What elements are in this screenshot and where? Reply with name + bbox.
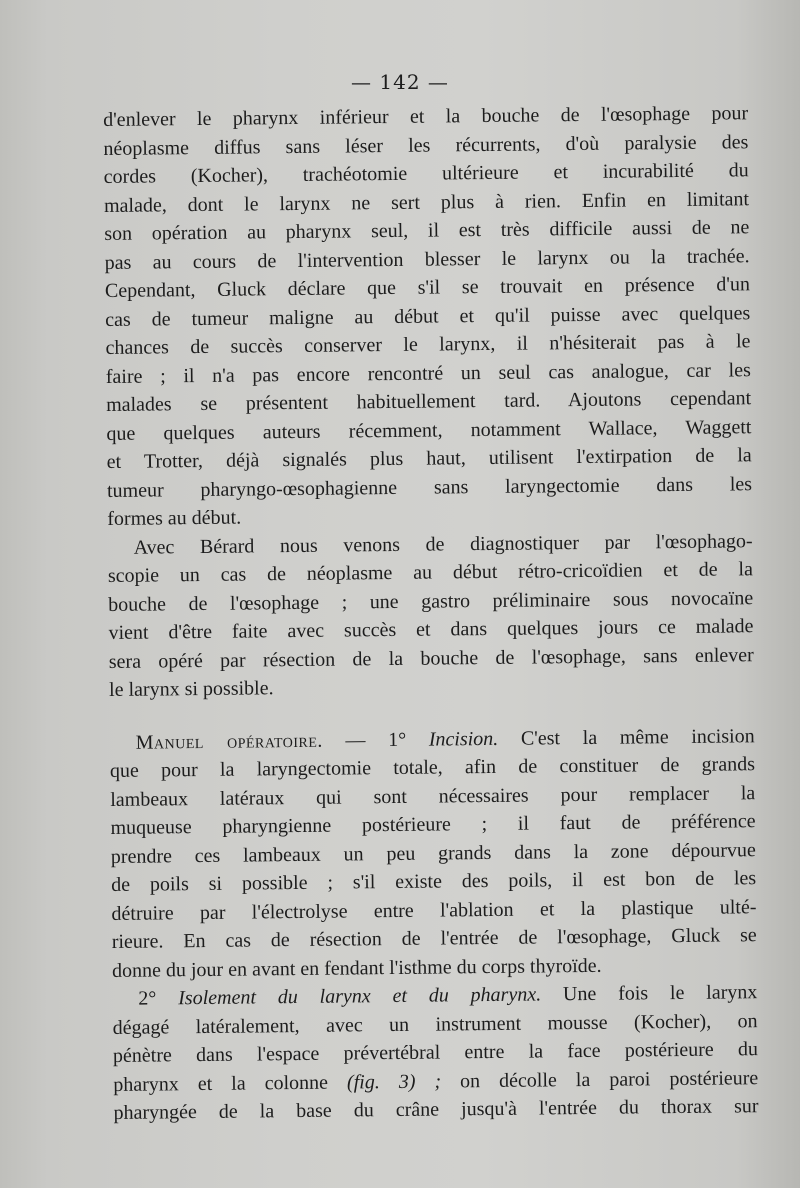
text-line: faire ; il n'a pas encore rencontré un seul cas analogue, car les [105, 358, 751, 388]
text-line: muqueuse pharyngienne postérieure ; il faut de préférence [110, 810, 756, 839]
figure-reference: (fig. 3) ; [346, 1070, 442, 1093]
text-line: cordes (Kocher), trachéotomie ultérieure et incurabilité du [103, 159, 749, 188]
paragraph-3 [110, 722, 758, 985]
text-line: que pour la laryngectomie totale, afin de constituer de grands [109, 753, 756, 782]
text-line: néoplasme diffus sans léser les récurrents, d'où paralysie des [103, 130, 749, 160]
subheading-isolement: Isolement du larynx et du pharynx. [178, 983, 542, 1010]
text-line: malade, dont le larynx ne sert plus à rien. Enfin en limitant [103, 187, 750, 217]
text-line: cas de tumeur maligne au début et qu'il puisse avec quelques [105, 301, 751, 331]
text-span: C'est la même incision [498, 724, 755, 750]
text-span: pharynx et la colonne [113, 1070, 348, 1096]
text-line: formes au début. [107, 506, 242, 530]
text-span: Une fois le larynx [541, 981, 758, 1006]
text-line: pénètre dans l'espace prévertébral entre la face postérieure du [112, 1038, 759, 1067]
text-line: son opération au pharynx seul, il est très difficile aussi de ne [104, 216, 750, 245]
text-line: donne du jour en avant en fendant l'isthme du corps thyroïde. [111, 954, 602, 982]
text-line: de poils si possible ; s'il existe des poils, il est bon de les [111, 867, 757, 896]
text-line: chances de succès conserver le larynx, il n'hésiterait pas à le [105, 330, 751, 359]
body-text [103, 99, 759, 1127]
text-line: bouche de l'œsophage ; une gastro préliminaire sous novocaïne [108, 586, 754, 616]
text-line: détruire par l'électrolyse entre l'ablation et la plastique ulté- [111, 895, 757, 925]
section-heading: Manuel opératoire. [135, 729, 323, 754]
text-line: lambeaux latéraux qui sont nécessaires pour remplacer la [110, 781, 756, 811]
text-line: rieure. En cas de résection de l'entrée de l'œsophage, Gluck se [111, 924, 757, 953]
text-line: sera opéré par résection de la bouche de l'œsophage, sans enlever [108, 643, 754, 673]
section-number: 2° [138, 987, 179, 1010]
text-line: scopie un cas de néoplasme au début rétro-cricoïdien et de la [107, 558, 754, 587]
text-line: malades se présentent habituellement tard. Ajoutons cependant [106, 387, 752, 416]
text-line: tumeur pharyngo-œsophagienne sans laryngectomie dans les [106, 472, 753, 502]
text-line: pharyngée de la base du crâne jusqu'à l'entrée du thorax sur [113, 1095, 759, 1124]
paragraph-4 [112, 978, 758, 1127]
heading-dash: — 1° [322, 728, 429, 752]
text-line: vient d'être faite avec succès et dans quelques jours ce malade [108, 615, 754, 644]
text-line: et Trotter, déjà signalés plus haut, utilisent l'extirpation de la [106, 444, 752, 473]
paragraph-1 [103, 99, 752, 533]
text-line: prendre ces lambeaux un peu grands dans la zone dépourvue [110, 838, 756, 868]
text-span: on décolle la paroi postérieure [440, 1066, 759, 1093]
subheading-incision: Incision. [428, 727, 499, 751]
text-line: le larynx si possible. [109, 677, 274, 701]
text-line: Avec Bérard nous venons de diagnostiquer par l'œsophago- [133, 529, 753, 559]
text-line: Cependant, Gluck déclare que s'il se trouvait en présence d'un [104, 273, 751, 302]
text-line: dégagé latéralement, avec un instrument mousse (Kocher), on [112, 1009, 758, 1039]
text-line: d'enlever le pharynx inférieur et la bouche de l'œsophage pour [103, 102, 749, 131]
paragraph-2 [107, 527, 754, 705]
text-line: que quelques auteurs récemment, notamment Wallace, Waggett [106, 415, 752, 445]
page-number: — 142 — [351, 70, 449, 94]
text-line: pas au cours de l'intervention blesser le larynx ou la trachée. [104, 244, 750, 274]
